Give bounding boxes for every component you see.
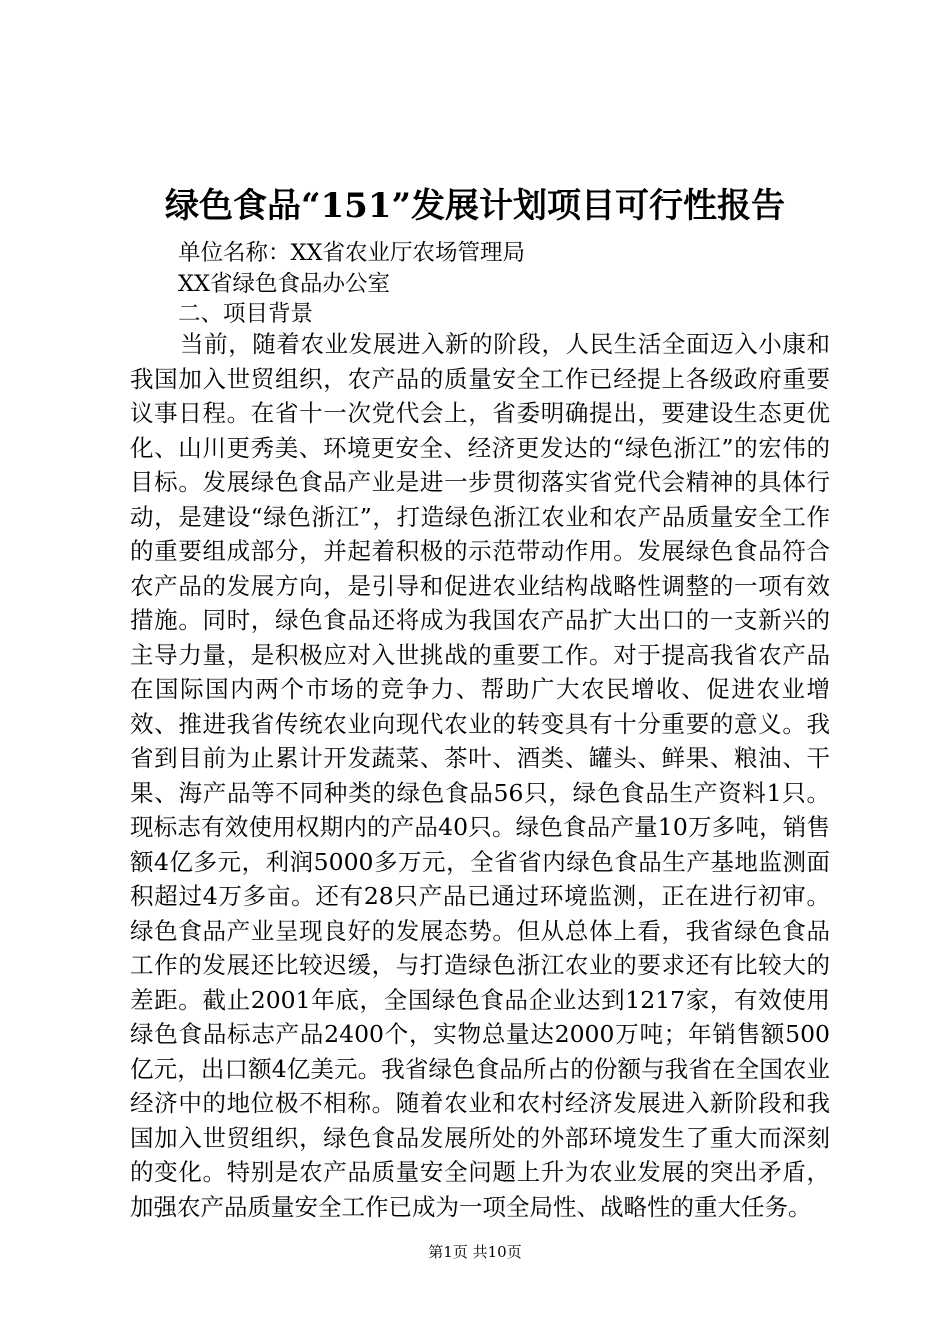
section-heading: 二、项目背景 <box>178 301 314 327</box>
page-indicator: 第1页 共10页 <box>428 1243 522 1261</box>
office-name-line: XX省绿色食品办公室 <box>178 271 391 297</box>
document-title: 绿色食品“151”发展计划项目可行性报告 <box>164 186 786 226</box>
background-paragraph: 当前，随着农业发展进入新的阶段，人民生活全面迈入小康和我国加入世贸组织，农产品的质量安全工作已经提上各级政府重要议事日程。在省十一次党代会上，省委明确提出，要建设生态更优化、山川更秀美、环境更安全、经济更发达的“绿色浙江”的宏伟的目标。发展绿色食品产业是进一步贯彻落实省党代会精神的具体行动，是建设“绿色浙江”，打造绿色浙江农业和农产品质量安全工作的重要组成部分，并起着积极的示范带动作用。发展绿色食品符合农产品的发展方向，是引导和促进农业结构战略性调整的一项有效措施。同时，绿色食品还将成为我国农产品扩大出口的一支新兴的主导力量，是积极应对入世挑战的重要工作。对于提高我省农产品在国际国内两个市场的竞争力、帮助广大农民增收、促进农业增效、推进我省传统农业向现代农业的转变具有十分重要的意义。我省到目前为止累计开发蔬菜、茶叶、酒类、罐头、鲜果、粮油、干果、海产品等不同种类的绿色食品56只，绿色食品生产资料1只。现标志有效使用权期内的产品40只。绿色食品产量10万多吨，销售额4亿多元，利润5000多万元，全省省内绿色食品生产基地监测面积超过4万多亩。还有28只产品已通过环境监测，正在进行初审。绿色食品产业呈现良好的发展态势。但从总体上看，我省绿色食品工作的发展还比较迟缓，与打造绿色浙江农业的要求还有比较大的差距。截止2001年底，全国绿色食品企业达到1217家，有效使用绿色食品标志产品2400个，实物总量达2000万吨；年销售额500亿元，出口额4亿美元。我省绿色食品所占的份额与我省在全国农业经济中的地位极不相称。随着农业和农村经济发展进入新阶段和我国加入世贸组织，绿色食品发展所处的外部环境发生了重大而深刻的变化。特别是农产品质量安全问题上升为农业发展的突出矛盾，加强农产品质量安全工作已成为一项全局性、战略性的重大任务。 <box>130 330 830 1221</box>
unit-name-line: 单位名称：XX省农业厅农场管理局 <box>178 240 526 266</box>
